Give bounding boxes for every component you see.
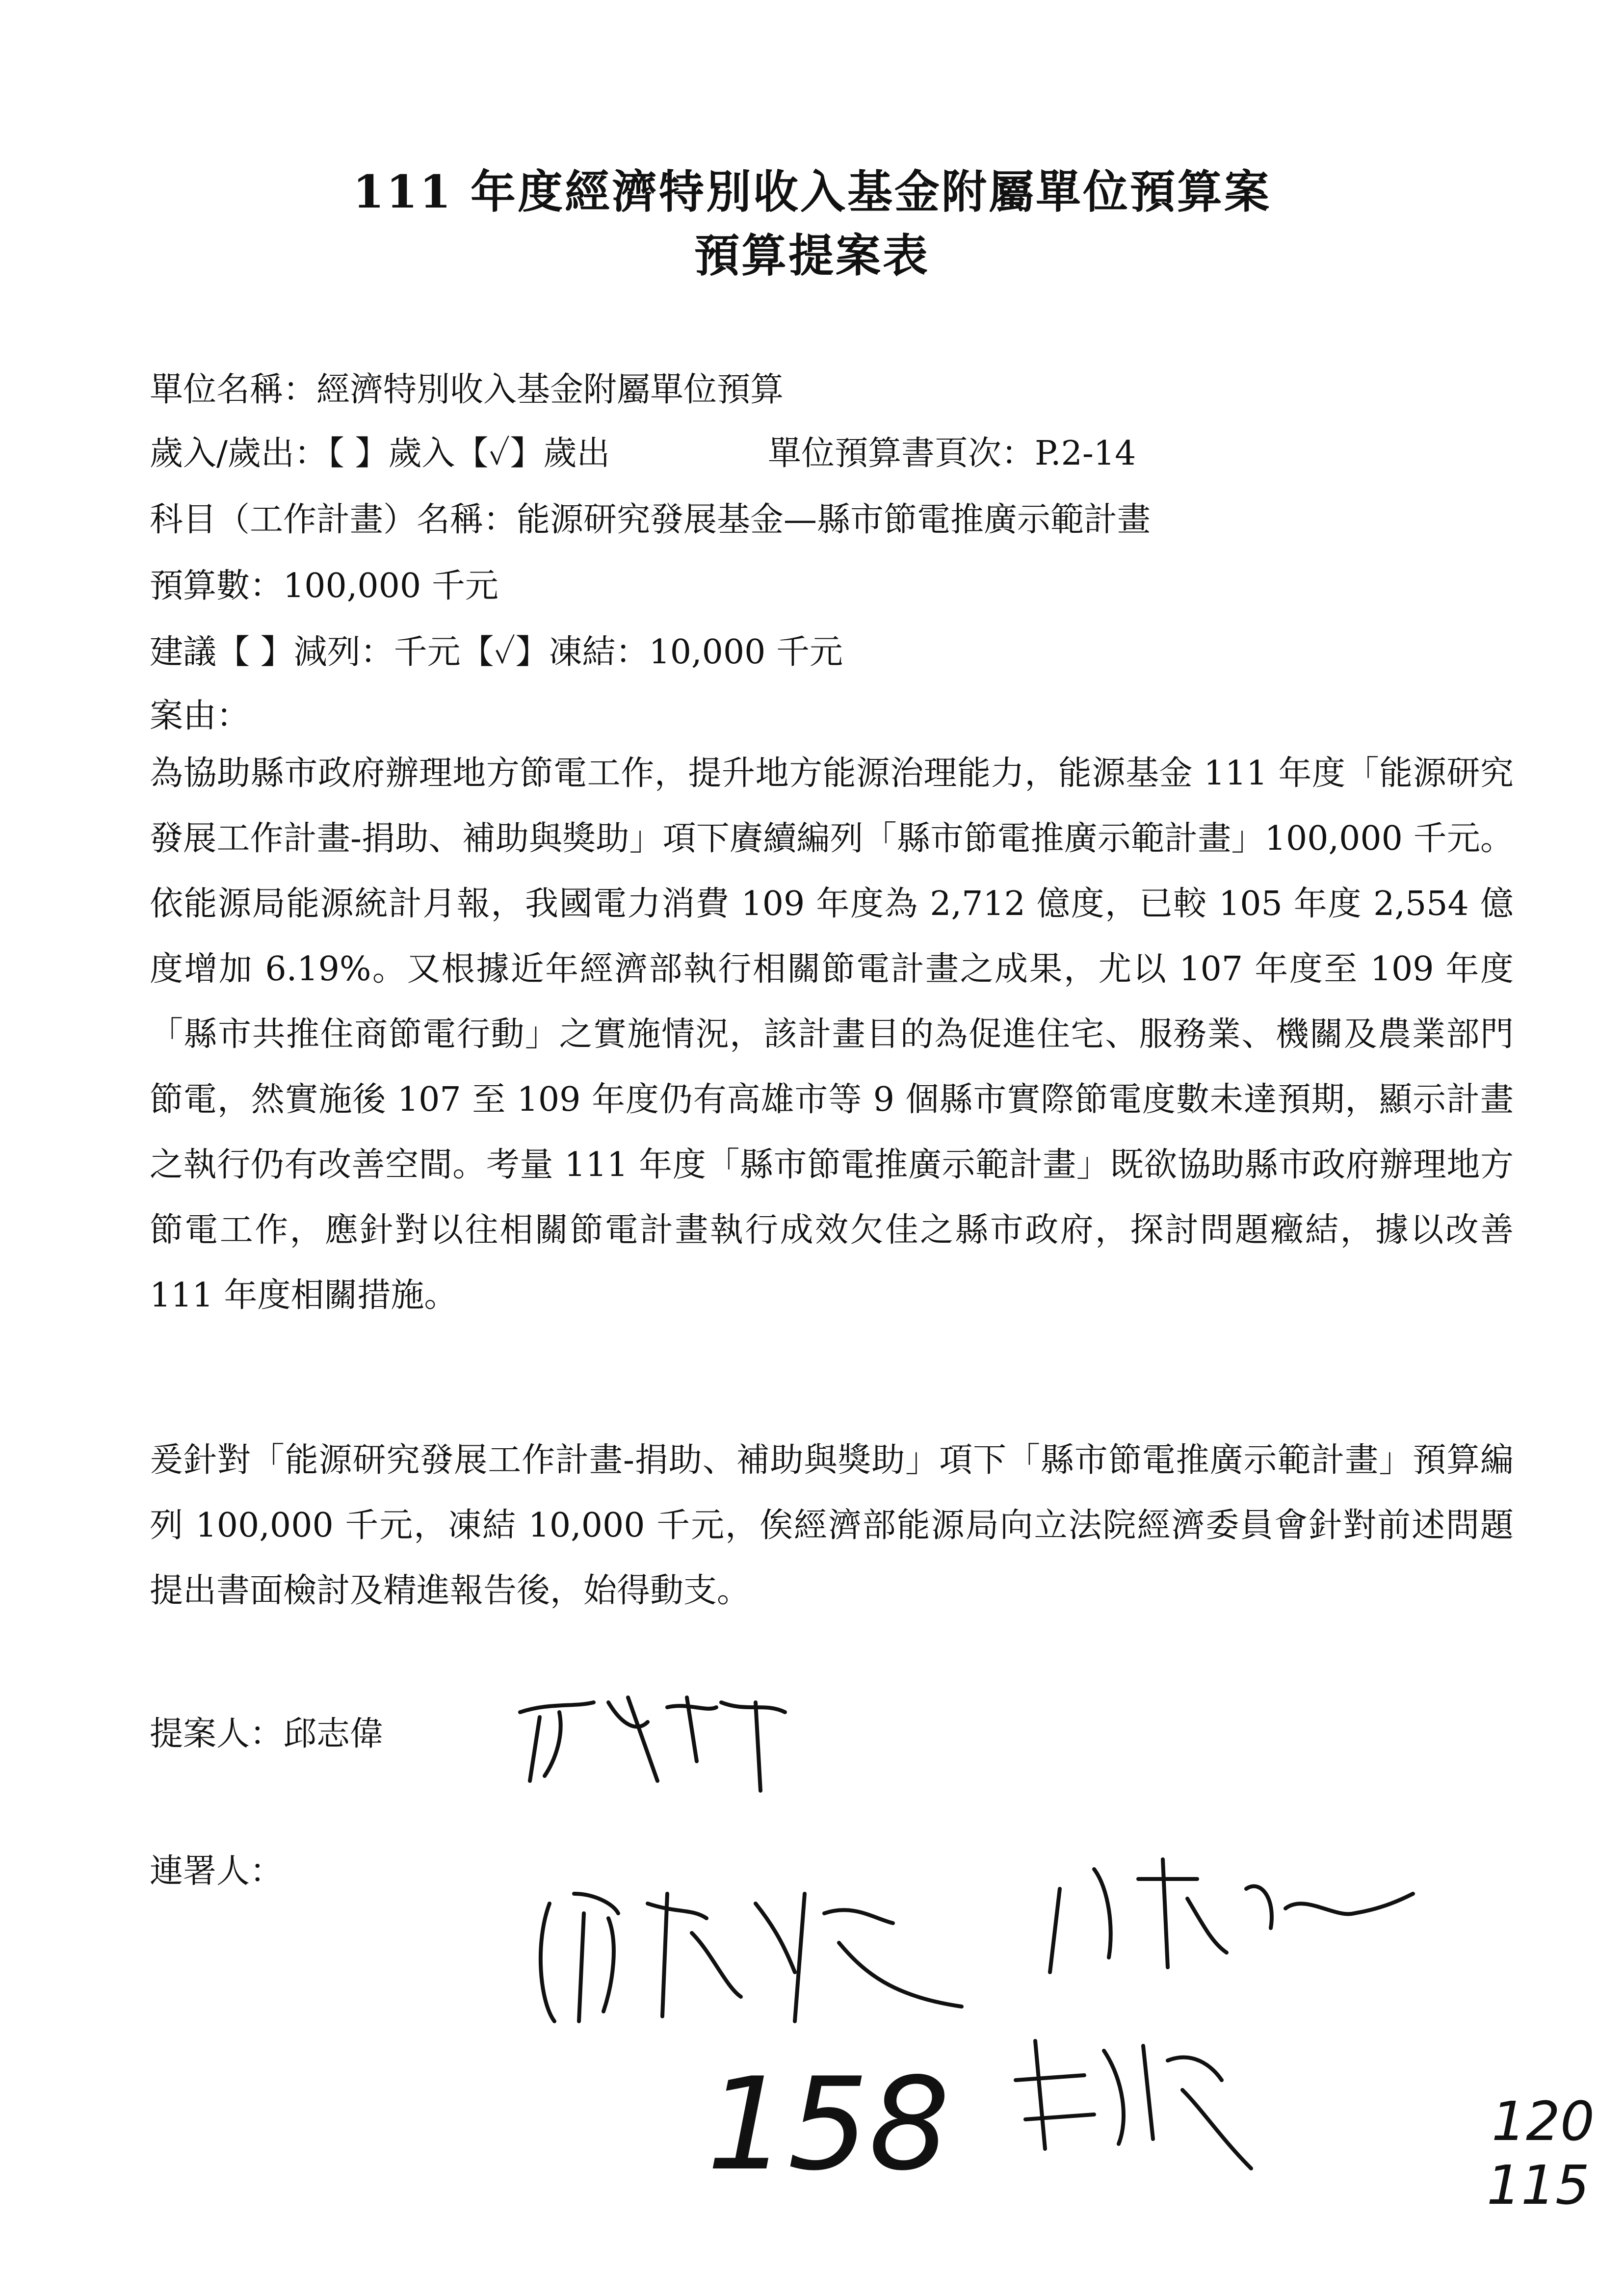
revenue-expense-field: 歲入/歲出：【 】歲入【✓】歲出 bbox=[150, 434, 610, 473]
page-title: 111 年度經濟特別收入基金附屬單位預算案 bbox=[352, 165, 1272, 218]
cosigner-signature-1 bbox=[520, 1874, 991, 2036]
proposer-label: 提案人：邱志偉 bbox=[150, 1715, 384, 1753]
proposal-field: 建議【 】減列：千元【✓】凍結：10,000 千元 bbox=[150, 633, 843, 672]
reason-label: 案由： bbox=[150, 697, 250, 735]
cosigner-signature-2 bbox=[1040, 1850, 1423, 1987]
margin-note-2: 115 bbox=[1487, 2154, 1590, 2217]
reason-paragraph-1: 為協助縣市政府辦理地方節電工作，提升地方能源治理能力，能源基金 111 年度「能源研究發展工作計畫-捐助、補助與獎助」項下賡續編列「縣市節電推廣示範計畫」100,000 千元。依能源局能源統計月報，我國電力消費 109 年度為 2,712 億度，已較 105 年度 2,554 億度增加 6.19%。又根據近年經濟部執行相關節電計畫之成果，尤以 107 年度至 109 年度「縣市共推住商節電行動」之實施情況，該計畫目的為促進住宅、服務業、機關及農業部門節電，然實施後 107 至 109 年度仍有高雄市等 9 個縣市實際節電度數未達預期，顯示計畫之執行仍有改善空間。考量 111 年度「縣市節電推廣示範計畫」既欲協助縣市政府辦理地方節電工作，應針對以往相關節電計畫執行成效欠佳之縣市政府，探討問題癥結，據以改善 111 年度相關措施。 bbox=[150, 754, 1514, 1315]
proposer-signature bbox=[510, 1683, 814, 1796]
unit-name-field: 單位名稱：經濟特別收入基金附屬單位預算 bbox=[150, 370, 784, 409]
cosigner-label: 連署人： bbox=[150, 1852, 284, 1891]
budget-amount-field: 預算數：100,000 千元 bbox=[150, 567, 498, 605]
cosigner-signature-3 bbox=[1006, 2021, 1281, 2188]
handwritten-page-number: 158 bbox=[707, 2051, 950, 2199]
page-subtitle: 預算提案表 bbox=[694, 229, 930, 282]
item-name-field: 科目（工作計畫）名稱：能源研究發展基金—縣市節電推廣示範計畫 bbox=[150, 500, 1151, 539]
margin-note-1: 120 bbox=[1492, 2090, 1595, 2153]
reason-paragraph-2: 爰針對「能源研究發展工作計畫-捐助、補助與獎助」項下「縣市節電推廣示範計畫」預算編列 100,000 千元，凍結 10,000 千元，俟經濟部能源局向立法院經濟委員會針對前述問題提出書面檢討及精進報告後，始得動支。 bbox=[150, 1441, 1514, 1610]
page-ref-field: 單位預算書頁次：P.2-14 bbox=[768, 434, 1136, 473]
